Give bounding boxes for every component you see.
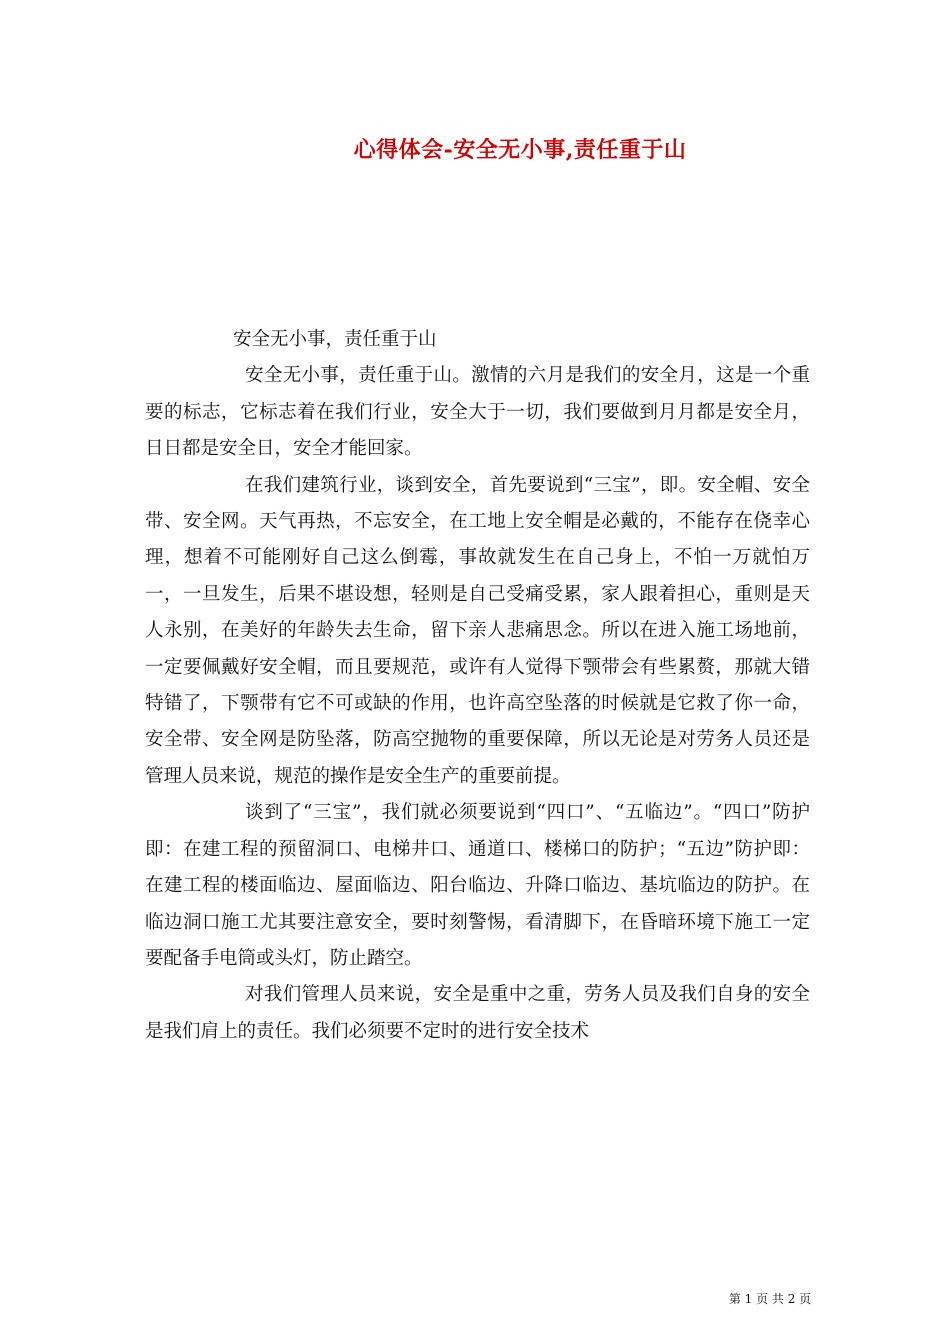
paragraph-2: 在我们建筑行业，谈到安全，首先要说到“三宝”，即。安全帽、安全带、安全网。天气再热，不忘安全，在工地上安全帽是必戴的，不能存在侥幸心理，想着不可能刚好自己这么倒霉，事故就发生在自己身上，不怕一万就怕万一，一旦发生，后果不堪设想，轻则是自己受痛受累，家人跟着担心，重则是天人永别，在美好的年龄失去生命，留下亲人悲痛思念。所以在进入施工场地前，一定要佩戴好安全帽，而且要规范，或许有人觉得下颚带会有些累赘，那就大错特错了，下颚带有它不可或缺的作用，也许高空坠落的时候就是它救了你一命，安全带、安全网是防坠落，防高空抛物的重要保障，所以无论是对劳务人员还是管理人员来说，规范的操作是安全生产的重要前提。	[145, 474, 810, 787]
paragraph-1: 安全无小事，责任重于山。激情的六月是我们的安全月，这是一个重要的标志，它标志着在我们行业，安全大于一切，我们要做到月月都是安全月，日日都是安全日，安全才能回家。	[145, 365, 810, 460]
paragraph-4: 对我们管理人员来说，安全是重中之重，劳务人员及我们自身的安全是我们肩上的责任。我们必须要不定时的进行安全技术	[145, 984, 810, 1042]
page-number: 第 1 页 共 2 页	[728, 1292, 812, 1306]
document-title	[0, 133, 950, 164]
paragraph-3: 谈到了“三宝”，我们就必须要说到“四口”、“五临边”。“四口”防护即：在建工程的预留洞口、电梯井口、通道口、楼梯口的防护；“五边”防护即：在建工程的楼面临边、屋面临边、阳台临边、升降口临边、基坑临边的防护。在临边洞口施工尤其要注意安全，要时刻警惕，看清脚下，在昏暗环境下施工一定要配备手电筒或头灯，防止踏空。	[145, 802, 810, 969]
document-title-text: 心得体会-安全无小事,责任重于山	[353, 137, 687, 163]
document-subtitle: 安全无小事，责任重于山	[233, 329, 437, 350]
page-footer	[0, 1290, 950, 1307]
document-body	[145, 322, 810, 1050]
